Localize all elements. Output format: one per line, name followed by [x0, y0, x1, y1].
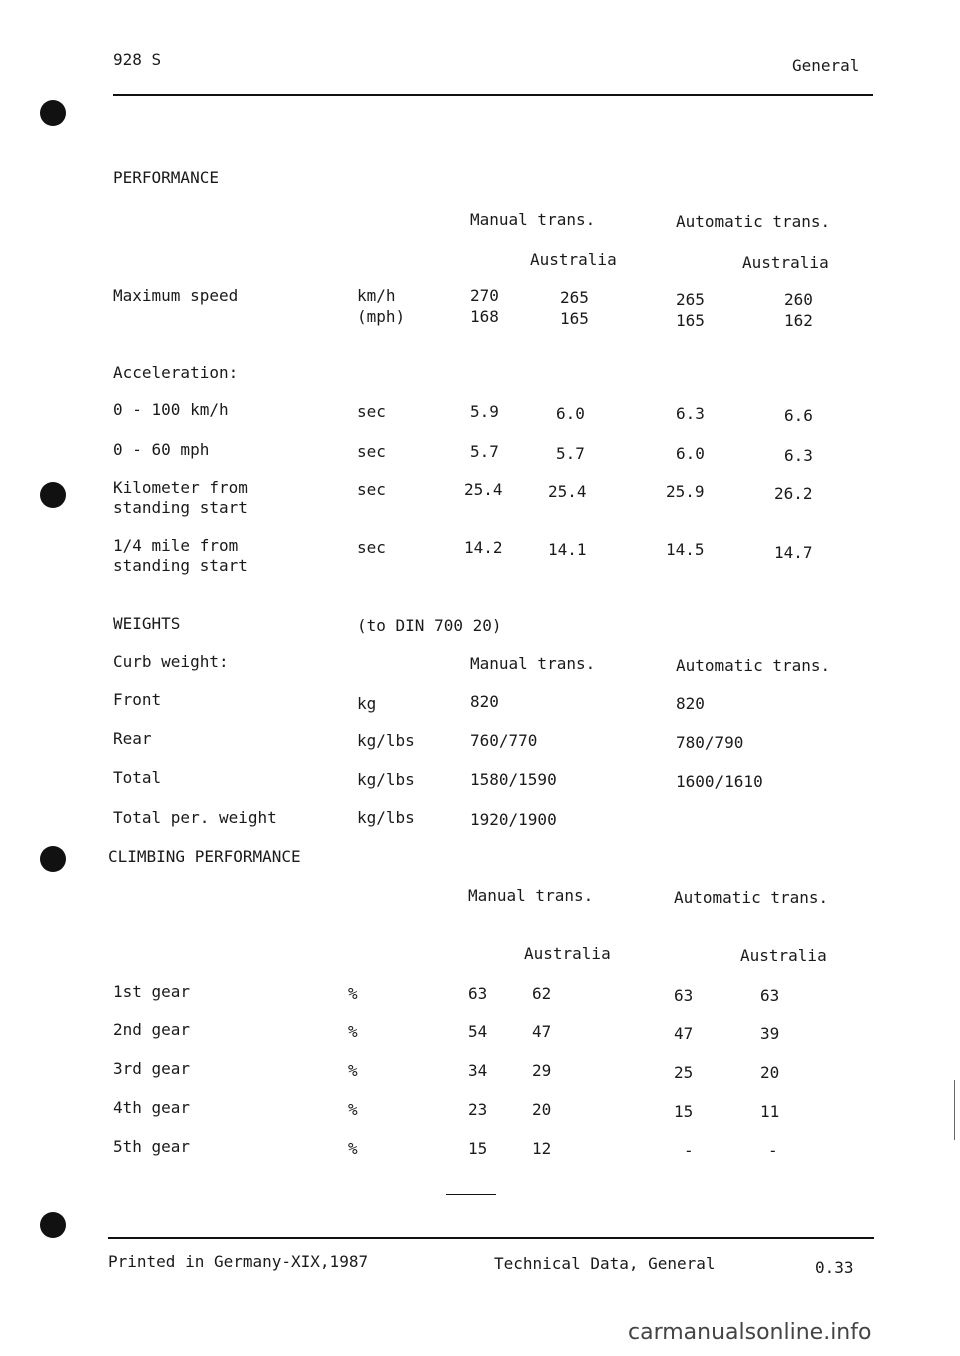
- accel-row-label: 1/4 mile from: [113, 536, 239, 555]
- max-speed-manual-kmh: 270: [470, 286, 499, 305]
- accel-row-manual-au: 25.4: [548, 482, 587, 501]
- weight-row-unit: kg/lbs: [357, 808, 415, 827]
- header-model: 928 S: [113, 50, 162, 69]
- accel-row-manual-au: 6.0: [556, 404, 585, 423]
- gear-row-label: 4th gear: [113, 1098, 191, 1117]
- perf-col-manual-australia: Australia: [530, 250, 617, 269]
- gear-row-manual: 23: [468, 1100, 488, 1119]
- weights-norm: (to DIN 700 20): [357, 616, 502, 635]
- weight-row-manual: 820: [470, 692, 499, 711]
- accel-row-label: 0 - 100 km/h: [113, 400, 229, 419]
- accel-row-auto-au: 14.7: [774, 543, 813, 562]
- gear-row-auto-au: 11: [760, 1102, 780, 1121]
- gear-row-auto: 25: [674, 1063, 694, 1082]
- gear-row-label: 5th gear: [113, 1137, 191, 1156]
- performance-title: PERFORMANCE: [113, 168, 219, 187]
- gear-row-label: 3rd gear: [113, 1059, 191, 1078]
- section-end-rule: [446, 1194, 496, 1195]
- gear-row-manual: 34: [468, 1061, 488, 1080]
- accel-row-auto: 6.0: [676, 444, 705, 463]
- max-speed-auto-au-mph: 162: [784, 311, 813, 330]
- weight-row-unit: kg: [357, 694, 377, 713]
- gear-row-manual-au: 47: [532, 1022, 552, 1041]
- gear-row-auto: 47: [674, 1024, 694, 1043]
- binder-hole: [40, 1212, 66, 1238]
- gear-row-unit: %: [348, 1139, 358, 1158]
- weight-row-label: Rear: [113, 729, 152, 748]
- accel-row-unit: sec: [357, 442, 386, 461]
- accel-row-manual: 5.9: [470, 402, 499, 421]
- gear-row-auto: 15: [674, 1102, 694, 1121]
- climb-col-manual: Manual trans.: [468, 886, 594, 905]
- weights-col-auto: Automatic trans.: [676, 656, 831, 675]
- weight-row-auto: 1600/1610: [676, 772, 763, 791]
- gear-row-auto-au: 20: [760, 1063, 780, 1082]
- gear-row-auto-au: 39: [760, 1024, 780, 1043]
- accel-row-manual-au: 14.1: [548, 540, 587, 559]
- weight-row-label: Front: [113, 690, 162, 709]
- max-speed-auto-mph: 165: [676, 311, 705, 330]
- perf-col-manual: Manual trans.: [470, 210, 596, 229]
- weight-row-manual: 1580/1590: [470, 770, 557, 789]
- footer-rule: [108, 1237, 874, 1239]
- weight-row-label: Total: [113, 768, 162, 787]
- accel-row-label-line2: standing start: [113, 556, 248, 575]
- accel-row-auto-au: 6.6: [784, 406, 813, 425]
- gear-row-manual-au: 62: [532, 984, 552, 1003]
- gear-row-unit: %: [348, 1022, 358, 1041]
- max-speed-manual-au-mph: 165: [560, 309, 589, 328]
- weight-row-auto: 820: [676, 694, 705, 713]
- weight-row-auto: 780/790: [676, 733, 744, 752]
- accel-row-manual: 14.2: [464, 538, 503, 557]
- accel-row-auto: 25.9: [666, 482, 705, 501]
- accel-row-manual-au: 5.7: [556, 444, 585, 463]
- weight-row-unit: kg/lbs: [357, 731, 415, 750]
- gear-row-manual: 54: [468, 1022, 488, 1041]
- binder-hole: [40, 100, 66, 126]
- header-section: General: [792, 56, 860, 75]
- climb-col-auto-australia: Australia: [740, 946, 827, 965]
- accel-row-unit: sec: [357, 480, 386, 499]
- accel-row-auto-au: 26.2: [774, 484, 813, 503]
- accel-row-label-line2: standing start: [113, 498, 248, 517]
- gear-row-manual-au: 29: [532, 1061, 552, 1080]
- climb-col-auto: Automatic trans.: [674, 888, 829, 907]
- accel-row-auto: 14.5: [666, 540, 705, 559]
- accel-row-manual: 25.4: [464, 480, 503, 499]
- gear-row-manual: 15: [468, 1139, 488, 1158]
- climbing-title: CLIMBING PERFORMANCE: [108, 847, 301, 866]
- gear-row-auto: -: [684, 1141, 694, 1160]
- max-speed-manual-mph: 168: [470, 307, 499, 326]
- gear-row-auto-au: 63: [760, 986, 780, 1005]
- accel-row-auto-au: 6.3: [784, 446, 813, 465]
- gear-row-label: 2nd gear: [113, 1020, 191, 1039]
- accel-row-auto: 6.3: [676, 404, 705, 423]
- max-speed-label: Maximum speed: [113, 286, 239, 305]
- gear-row-auto-au: -: [768, 1141, 778, 1160]
- max-speed-unit-mph: (mph): [357, 307, 406, 326]
- accel-row-unit: sec: [357, 402, 386, 421]
- weight-row-manual: 1920/1900: [470, 810, 557, 829]
- accel-row-label: 0 - 60 mph: [113, 440, 210, 459]
- gear-row-auto: 63: [674, 986, 694, 1005]
- footer-page-number: 0.33: [815, 1258, 854, 1277]
- footer-title: Technical Data, General: [494, 1254, 716, 1273]
- gear-row-unit: %: [348, 984, 358, 1003]
- binder-hole: [40, 846, 66, 872]
- header-rule: [113, 94, 873, 96]
- curb-weight-label: Curb weight:: [113, 652, 229, 671]
- max-speed-auto-kmh: 265: [676, 290, 705, 309]
- perf-col-auto-australia: Australia: [742, 253, 829, 272]
- max-speed-manual-au-kmh: 265: [560, 288, 589, 307]
- gear-row-unit: %: [348, 1100, 358, 1119]
- acceleration-label: Acceleration:: [113, 363, 239, 382]
- watermark-text: carmanualsonline.info: [628, 1320, 872, 1345]
- binder-hole: [40, 482, 66, 508]
- max-speed-auto-au-kmh: 260: [784, 290, 813, 309]
- perf-col-auto: Automatic trans.: [676, 212, 831, 231]
- gear-row-manual-au: 20: [532, 1100, 552, 1119]
- max-speed-unit-kmh: km/h: [357, 286, 396, 305]
- weight-row-label: Total per. weight: [113, 808, 277, 827]
- accel-row-manual: 5.7: [470, 442, 499, 461]
- accel-row-label: Kilometer from: [113, 478, 248, 497]
- gear-row-unit: %: [348, 1061, 358, 1080]
- gear-row-label: 1st gear: [113, 982, 191, 1001]
- weights-col-manual: Manual trans.: [470, 654, 596, 673]
- weight-row-manual: 760/770: [470, 731, 538, 750]
- weight-row-unit: kg/lbs: [357, 770, 415, 789]
- margin-mark: [954, 1080, 955, 1140]
- gear-row-manual-au: 12: [532, 1139, 552, 1158]
- gear-row-manual: 63: [468, 984, 488, 1003]
- climb-col-manual-australia: Australia: [524, 944, 611, 963]
- footer-printed: Printed in Germany-XIX,1987: [108, 1252, 369, 1271]
- weights-title: WEIGHTS: [113, 614, 181, 633]
- accel-row-unit: sec: [357, 538, 386, 557]
